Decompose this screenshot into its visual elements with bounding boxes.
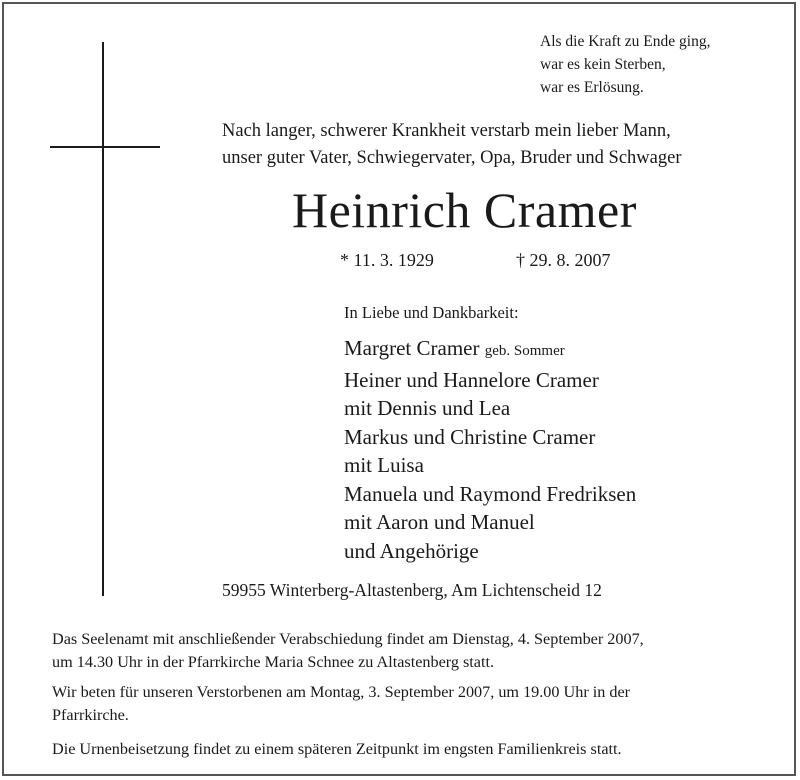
notice-line: Die Urnenbeisetzung findet zu einem späteren Zeitpunkt im engsten Familienkreis statt. (52, 740, 622, 758)
family-address: 59955 Winterberg-Altastenberg, Am Lichtenscheid 12 (222, 580, 602, 600)
mourners-list (344, 334, 636, 565)
notice-line: um 14.30 Uhr in der Pfarrkirche Maria Schnee zu Altastenberg statt. (52, 652, 495, 671)
maiden-name: geb. Sommer (484, 343, 565, 359)
birth-date: * 11. 3. 1929 (340, 250, 434, 270)
motto-verse (540, 30, 710, 99)
mourner-line: mit Aaron und Manuel (344, 510, 535, 534)
mourner-line (344, 334, 636, 366)
prayer-notice (52, 681, 630, 726)
deceased-name: Heinrich Cramer (292, 182, 637, 238)
intro-text (222, 118, 682, 172)
intro-line: unser guter Vater, Schwiegervater, Opa, Bruder und Schwager (222, 148, 682, 168)
mourner-line: Markus und Christine Cramer (344, 424, 596, 449)
notice-line: Das Seelenamt mit anschließender Verabschiedung findet am Dienstag, 4. September 2007, (52, 630, 644, 648)
mourner-line: mit Luisa (344, 453, 424, 477)
mourner-line: mit Dennis und Lea (344, 396, 511, 420)
death-date: † 29. 8. 2007 (516, 250, 611, 270)
mourner-name: Margret Cramer (344, 336, 480, 360)
motto-line: war es kein Sterben, (540, 56, 666, 73)
motto-line: Als die Kraft zu Ende ging, (540, 33, 711, 50)
cross-horizontal-bar (50, 146, 160, 148)
notice-line: Wir beten für unseren Verstorbenen am Montag, 3. September 2007, um 19.00 Uhr in der (52, 683, 631, 701)
notice-line: Pfarrkirche. (52, 705, 129, 724)
mourner-line: und Angehörige (344, 538, 479, 563)
intro-line: Nach langer, schwerer Krankheit verstarb mein lieber Mann, (222, 121, 671, 141)
cross-vertical-bar (102, 42, 104, 596)
mourner-line: Manuela und Raymond Fredriksen (344, 481, 637, 506)
mourners-heading: In Liebe und Dankbarkeit: (344, 303, 519, 322)
motto-line: war es Erlösung. (540, 79, 644, 96)
mourner-line: Heiner und Hannelore Cramer (344, 367, 599, 392)
burial-notice (52, 738, 622, 761)
funeral-mass-notice (52, 628, 644, 673)
